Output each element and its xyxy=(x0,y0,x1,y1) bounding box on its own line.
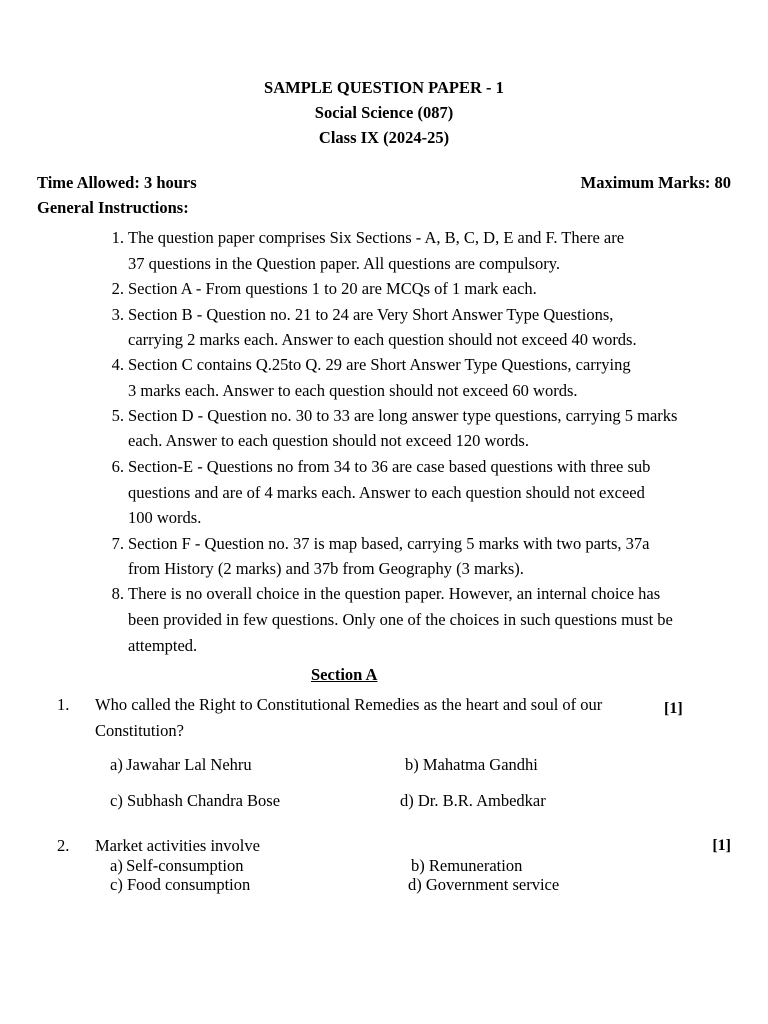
instruction-line: attempted. xyxy=(128,636,198,655)
question-text: Who called the Right to Constitutional Remedies as the heart and soul of our xyxy=(95,695,603,714)
time-allowed: Time Allowed: 3 hours xyxy=(37,173,197,192)
instruction-line: each. Answer to each question should not exceed 120 words. xyxy=(128,431,529,450)
option-a: a) Self-consumption xyxy=(110,856,244,875)
instruction-line: The question paper comprises Six Sections - A, B, C, D, E and F. There are xyxy=(128,228,625,247)
instruction-line: 37 questions in the Question paper. All questions are compulsory. xyxy=(128,254,560,273)
instruction-number: 5. xyxy=(111,406,124,425)
instruction-line: questions and are of 4 marks each. Answer to each question should not exceed xyxy=(128,483,645,502)
instruction-line: from History (2 marks) and 37b from Geography (3 marks). xyxy=(128,559,524,578)
instruction-line: 3 marks each. Answer to each question should not exceed 60 words. xyxy=(128,381,578,400)
option-c: c) Subhash Chandra Bose xyxy=(110,791,281,810)
instruction-number: 6. xyxy=(111,457,124,476)
section-a-heading: Section A xyxy=(311,665,378,684)
instruction-number: 8. xyxy=(111,584,124,603)
paper-title: SAMPLE QUESTION PAPER - 1 xyxy=(264,78,504,97)
option-b: b) Mahatma Gandhi xyxy=(405,755,538,774)
subject-title: Social Science (087) xyxy=(314,103,454,122)
question-text: Constitution? xyxy=(95,721,184,740)
instruction-number: 1. xyxy=(111,228,124,247)
instructions-heading: General Instructions: xyxy=(37,198,189,217)
instruction-line: There is no overall choice in the question paper. However, an internal choice has xyxy=(128,584,661,603)
instruction-line: Section-E - Questions no from 34 to 36 are case based questions with three sub xyxy=(128,457,651,476)
option-b: b) Remuneration xyxy=(411,856,523,875)
instruction-number: 4. xyxy=(111,355,124,374)
instruction-line: Section D - Question no. 30 to 33 are long answer type questions, carrying 5 marks xyxy=(128,406,678,425)
option-d: d) Dr. B.R. Ambedkar xyxy=(400,791,546,810)
instruction-line: Section A - From questions 1 to 20 are MCQs of 1 mark each. xyxy=(128,279,537,298)
question-number: 1. xyxy=(57,695,70,714)
instruction-line: Section C contains Q.25to Q. 29 are Short Answer Type Questions, carrying xyxy=(128,355,631,374)
maximum-marks: Maximum Marks: 80 xyxy=(580,173,731,192)
instruction-line: 100 words. xyxy=(128,508,202,527)
instruction-line: carrying 2 marks each. Answer to each question should not exceed 40 words. xyxy=(128,330,637,349)
question-number: 2. xyxy=(57,836,70,855)
instruction-number: 3. xyxy=(111,305,124,324)
instruction-line: Section B - Question no. 21 to 24 are Very Short Answer Type Questions, xyxy=(128,305,614,324)
instruction-number: 2. xyxy=(111,279,124,298)
instruction-number: 7. xyxy=(111,534,124,553)
option-c: c) Food consumption xyxy=(110,875,251,894)
instruction-line: been provided in few questions. Only one of the choices in such questions must be xyxy=(128,610,673,629)
instruction-line: Section F - Question no. 37 is map based, carrying 5 marks with two parts, 37a xyxy=(128,534,650,553)
option-a: a) Jawahar Lal Nehru xyxy=(110,755,252,774)
question-marks: [1] xyxy=(712,837,731,854)
question-marks: [1] xyxy=(664,700,683,717)
question-text: Market activities involve xyxy=(95,836,260,855)
option-d: d) Government service xyxy=(408,875,560,894)
class-title: Class IX (2024-25) xyxy=(318,128,450,147)
